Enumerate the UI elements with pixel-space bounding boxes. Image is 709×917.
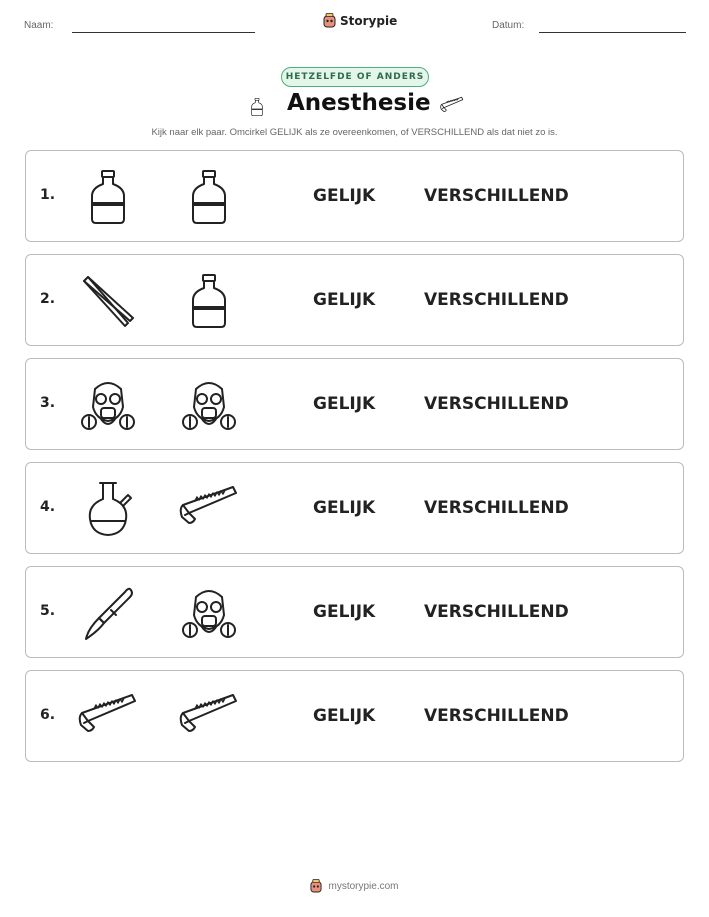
tweezers-icon	[78, 271, 138, 331]
saw-icon	[179, 687, 239, 747]
option-different[interactable]: VERSCHILLEND	[424, 186, 569, 206]
question-row-3	[25, 358, 684, 450]
option-same[interactable]: GELIJK	[313, 290, 376, 310]
name-line[interactable]	[72, 32, 255, 33]
option-different[interactable]: VERSCHILLEND	[424, 290, 569, 310]
option-same[interactable]: GELIJK	[313, 706, 376, 726]
footer	[0, 879, 709, 893]
brand-logo	[323, 13, 397, 28]
question-number: 1.	[40, 187, 56, 203]
option-different[interactable]: VERSCHILLEND	[424, 706, 569, 726]
question-row-6	[25, 670, 684, 762]
vial-icon	[179, 167, 239, 227]
name-label: Naam:	[24, 20, 54, 31]
title-row	[0, 90, 709, 124]
storypie-logo-icon	[310, 879, 322, 893]
gas-mask-icon	[179, 375, 239, 435]
footer-url[interactable]: mystorypie.com	[328, 880, 399, 892]
flask-icon	[78, 479, 138, 539]
date-label: Datum:	[492, 20, 525, 31]
option-same[interactable]: GELIJK	[313, 186, 376, 206]
option-different[interactable]: VERSCHILLEND	[424, 602, 569, 622]
question-number: 3.	[40, 395, 56, 411]
instructions: Kijk naar elk paar. Omcirkel GELIJK als ze overeenkomen, of VERSCHILLEND als dat niet zo is.	[151, 127, 558, 138]
question-number: 4.	[40, 499, 56, 515]
option-same[interactable]: GELIJK	[313, 394, 376, 414]
saw-icon	[437, 94, 467, 118]
gas-mask-icon	[78, 375, 138, 435]
question-number: 2.	[40, 291, 56, 307]
vial-icon	[179, 271, 239, 331]
brand-name: Storypie	[340, 13, 398, 28]
storypie-logo-icon	[323, 13, 336, 28]
saw-icon	[78, 687, 138, 747]
gas-mask-icon	[179, 583, 239, 643]
option-same[interactable]: GELIJK	[313, 498, 376, 518]
question-row-5	[25, 566, 684, 658]
worksheet-header	[0, 0, 709, 40]
page-title: Anesthesie	[287, 90, 431, 116]
saw-icon	[179, 479, 239, 539]
activity-badge: HETZELFDE OF ANDERS	[281, 67, 429, 87]
date-line[interactable]	[539, 32, 686, 33]
vial-icon	[78, 167, 138, 227]
scalpel-icon	[78, 583, 138, 643]
question-number: 5.	[40, 603, 56, 619]
vial-icon	[247, 93, 267, 121]
question-number: 6.	[40, 707, 56, 723]
question-row-4	[25, 462, 684, 554]
option-same[interactable]: GELIJK	[313, 602, 376, 622]
question-row-2	[25, 254, 684, 346]
question-row-1	[25, 150, 684, 242]
option-different[interactable]: VERSCHILLEND	[424, 394, 569, 414]
option-different[interactable]: VERSCHILLEND	[424, 498, 569, 518]
